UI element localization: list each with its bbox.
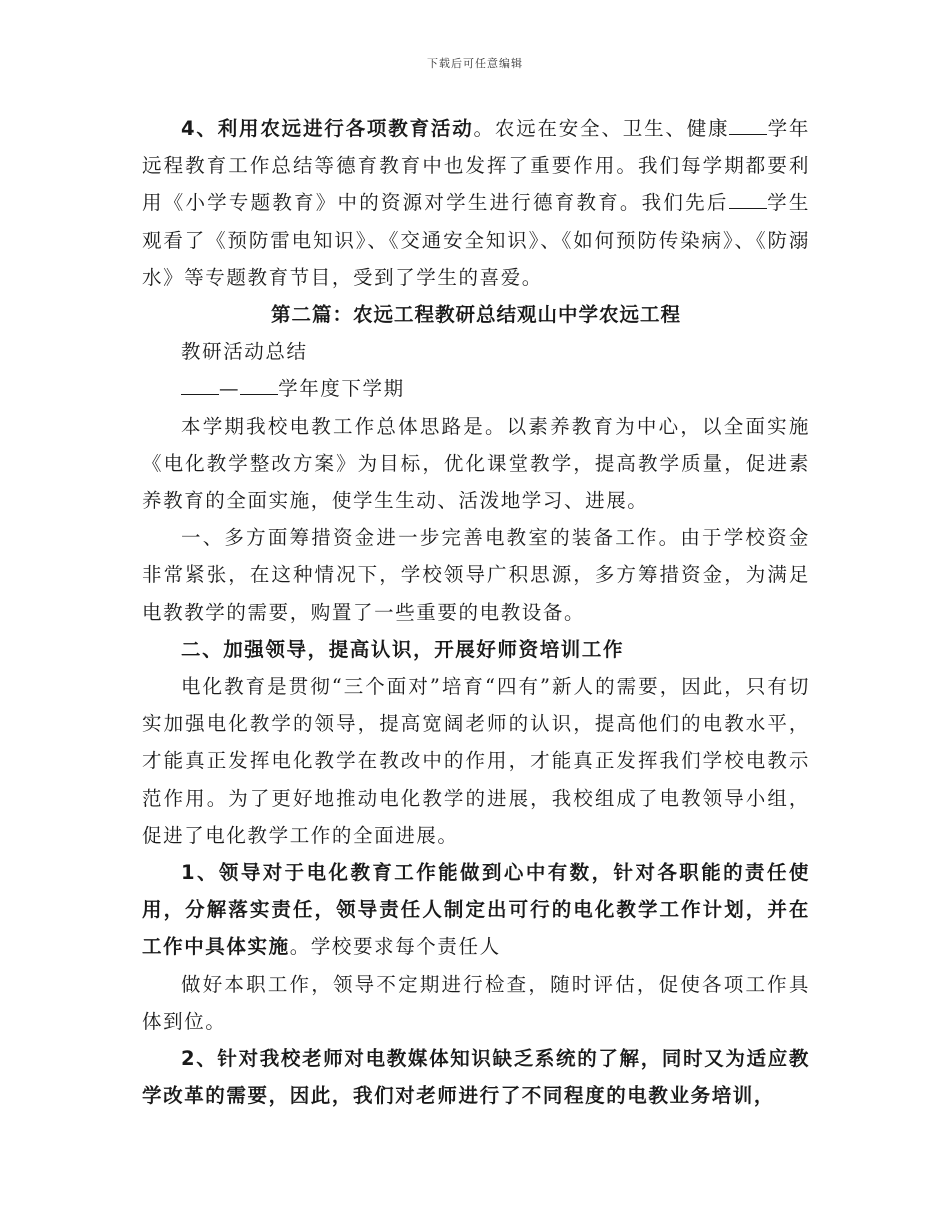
term-line <box>142 370 810 407</box>
item-4-text-a: 。农远在安全、卫生、健康 <box>473 117 730 140</box>
paragraph-section-two: 电化教育是贯彻“三个面对”培育“四有”新人的需要，因此，只有切实加强电化教学的领导，提高宽阔老师的认识，提高他们的电教水平，才能真正发挥电化教学在教改中的作用，才能真正发挥我们学校电教示范作用。为了更好地推动电化教学的进展，我校组成了电教领导小组，促进了电化教学工作的全面进展。 <box>142 675 810 847</box>
blank-line <box>181 376 219 395</box>
section-title: 第二篇：农远工程教研总结观山中学农远工程 <box>270 303 681 327</box>
item-1-bold-text: 1、领导对于电化教育工作能做到心中有数，针对各职能的责任使用，分解落实责任，领导责任人制定出可行的电化教学工作计划，并在工作中具体实施 <box>142 861 810 959</box>
document-body <box>142 110 810 1114</box>
paragraph-intro: 本学期我校电教工作总体思路是。以素养教育为中心，以全面实施《电化教学整改方案》为目标，优化课堂教学，提高教学质量，促进素养教育的全面实施，使学生生动、活泼地学习、进展。 <box>142 414 810 513</box>
item-4-heading: 4、利用农远进行各项教育活动 <box>181 117 474 140</box>
item-4-text-c: 学生观看了《预防雷电知识》、《交通安全知识》、《如何预防传染病》、《防溺水》等专题教育节目，受到了学生的喜爱。 <box>142 191 810 289</box>
paragraph-item-1 <box>142 854 810 966</box>
section-subtitle: 教研活动总结 <box>181 340 308 364</box>
term-text: 学年度下学期 <box>278 377 405 401</box>
paragraph-item-4 <box>142 110 810 296</box>
paragraph-item-1-continued: 做好本职工作，领导不定期进行检查，随时评估，促使各项工作具体到位。 <box>142 972 810 1033</box>
section-two-heading: 二、加强领导，提高认识，开展好师资培训工作 <box>181 637 625 661</box>
blank-line <box>729 116 767 135</box>
blank-line <box>240 376 278 395</box>
paragraph-item-2: 2、针对我校老师对电教媒体知识缺乏系统的了解，同时又为适应教学改革的需要，因此，我们对老师进行了不同程度的电教业务培训， <box>142 1047 810 1108</box>
item-4-text-b: 学年远程教育工作总结等德育教育中也发挥了重要作用。我们每学期都要利用《小学专题教育》中的资源对学生进行德育教育。我们先后 <box>142 117 810 215</box>
blank-line <box>729 190 767 209</box>
term-dash: — <box>219 377 241 401</box>
item-1-rest-text: 。学校要求每个责任人 <box>289 935 501 959</box>
paragraph-section-one: 一、多方面筹措资金进一步完善电教室的装备工作。由于学校资金非常紧张，在这种情况下，学校领导广积思源，多方筹措资金，为满足电教教学的需要，购置了一些重要的电教设备。 <box>142 526 810 624</box>
page-header-note: 下载后可任意编辑 <box>427 57 523 70</box>
